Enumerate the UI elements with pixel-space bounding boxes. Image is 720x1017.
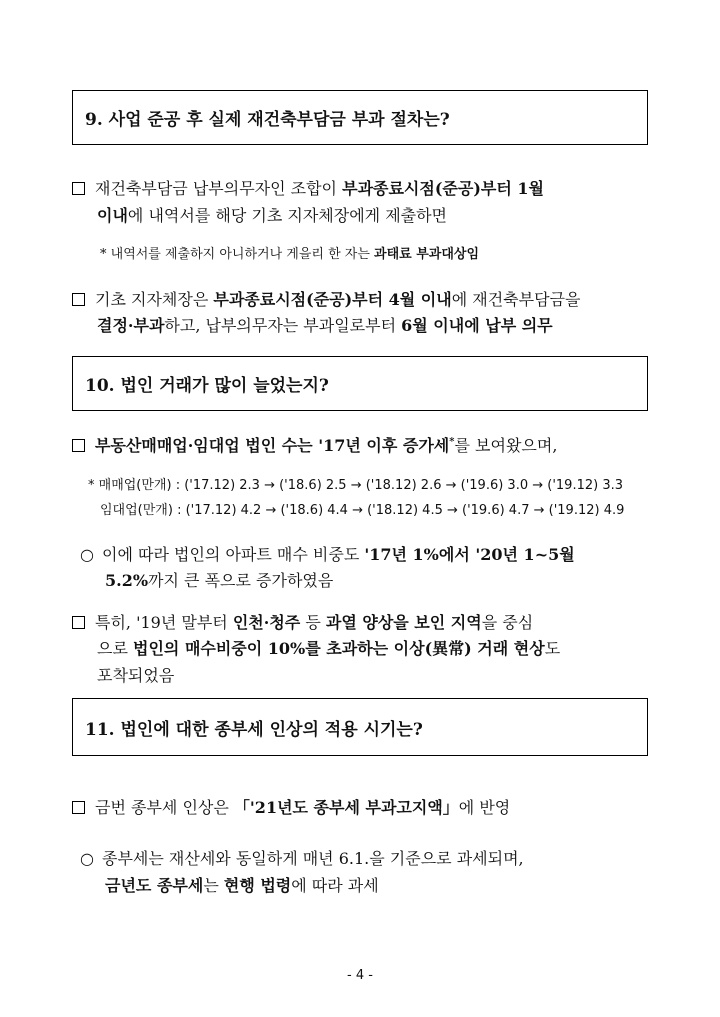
checkbox-bullet-icon xyxy=(72,293,85,306)
question-9-heading-box xyxy=(72,90,648,145)
q10-stat-sales: * 매매업(만개) : ('17.12) 2.3 → ('18.6) 2.5 → ('18.12) 2.6 → ('19.6) 3.0 → ('19.12) 3.3 xyxy=(88,478,623,493)
q11-bullet-1-line-2: 금년도 종부세는 현행 법령에 따라 과세 xyxy=(105,876,379,895)
checkbox-bullet-icon xyxy=(72,801,85,814)
q11-paragraph-1: 금번 종부세 인상은 「'21년도 종부세 부과고지액」에 반영 xyxy=(72,795,510,818)
checkbox-bullet-icon xyxy=(72,439,85,452)
q10-paragraph-2-line-2: 으로 법인의 매수비중이 10%를 초과하는 이상(異常) 거래 현상도 xyxy=(97,639,561,658)
question-10-heading: 10. 법인 거래가 많이 늘었는지? xyxy=(85,376,329,396)
q11-bullet-1-line-1: ○ 종부세는 재산세와 동일하게 매년 6.1.을 기준으로 과세되며, xyxy=(80,849,524,868)
circle-bullet-icon: ○ xyxy=(80,545,94,564)
q10-stat-rental: 임대업(만개) : ('17.12) 4.2 → ('18.6) 4.4 → ('18.12) 4.5 → ('19.6) 4.7 → ('19.12) 4.9 xyxy=(100,503,625,518)
q9-paragraph-2-line-2: 결정·부과하고, 납부의무자는 부과일로부터 6월 이내에 납부 의무 xyxy=(97,316,553,335)
checkbox-bullet-icon xyxy=(72,616,85,629)
q10-paragraph-1: 부동산매매업·임대업 법인 수는 '17년 이후 증가세*를 보여왔으며, xyxy=(72,433,557,456)
q10-paragraph-2-line-3: 포착되었음 xyxy=(97,666,175,685)
question-9-heading: 9. 사업 준공 후 실제 재건축부담금 부과 절차는? xyxy=(85,110,450,130)
q9-note: * 내역서를 제출하지 아니하거나 게을리 한 자는 과태료 부과대상임 xyxy=(100,247,480,262)
q10-bullet-1-line-2: 5.2%까지 큰 폭으로 증가하였음 xyxy=(105,571,334,590)
q9-paragraph-2-line-1: 기초 지자체장은 부과종료시점(준공)부터 4월 이내에 재건축부담금을 xyxy=(72,287,580,310)
question-10-heading-box xyxy=(72,356,648,411)
circle-bullet-icon: ○ xyxy=(80,849,94,868)
q10-bullet-1-line-1: ○ 이에 따라 법인의 아파트 매수 비중도 '17년 1%에서 '20년 1~5월 xyxy=(80,545,575,564)
q10-paragraph-2-line-1: 특히, '19년 말부터 인천·청주 등 과열 양상을 보인 지역을 중심 xyxy=(72,610,533,633)
page-number: - 4 - xyxy=(347,968,373,983)
checkbox-bullet-icon xyxy=(72,182,85,195)
question-11-heading-box xyxy=(72,698,648,756)
q9-paragraph-1-line-2: 이내에 내역서를 해당 기초 지자체장에게 제출하면 xyxy=(97,206,448,225)
q9-paragraph-1-line-1: 재건축부담금 납부의무자인 조합이 부과종료시점(준공)부터 1월 xyxy=(72,176,544,199)
question-11-heading: 11. 법인에 대한 종부세 인상의 적용 시기는? xyxy=(85,719,423,740)
